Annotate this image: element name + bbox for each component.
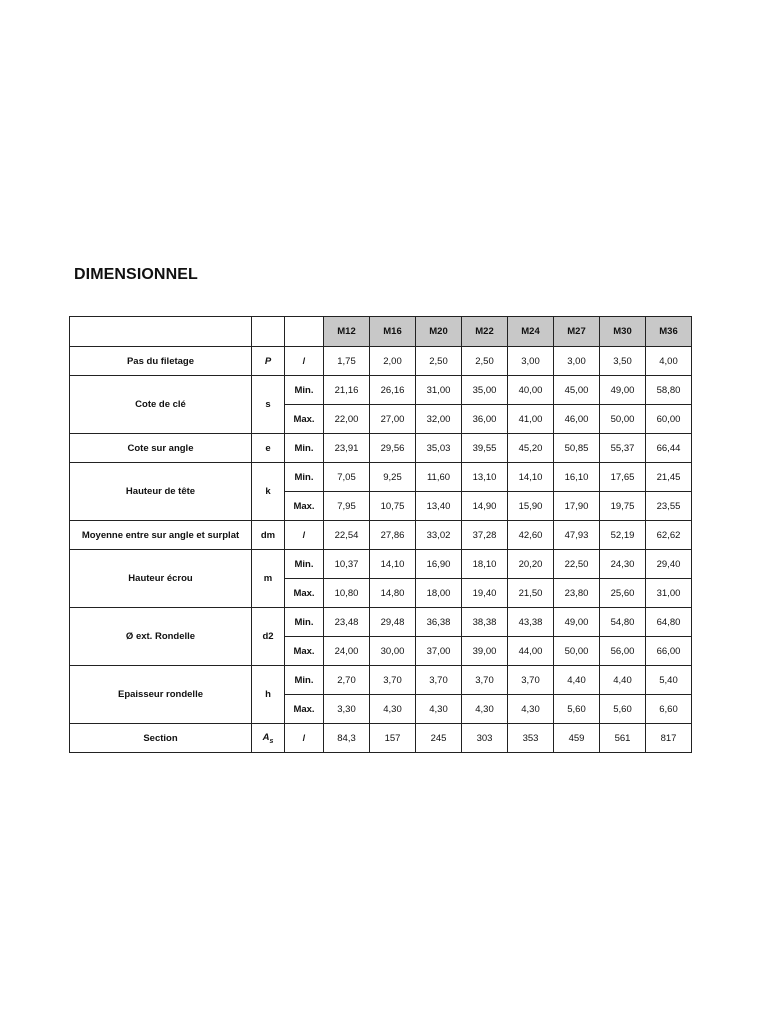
- column-header: M16: [370, 317, 416, 347]
- row-label: Pas du filetage: [70, 347, 252, 376]
- table-cell: 46,00: [554, 405, 600, 434]
- table-cell: 35,03: [416, 434, 462, 463]
- table-cell: 31,00: [646, 579, 692, 608]
- symbol-subscript: s: [269, 737, 274, 745]
- row-symbol: P: [252, 347, 285, 376]
- table-cell: 23,55: [646, 492, 692, 521]
- row-symbol: [252, 724, 285, 753]
- table-cell: 45,20: [508, 434, 554, 463]
- row-qualifier: Max.: [285, 637, 324, 666]
- table-cell: 10,37: [324, 550, 370, 579]
- table-cell: 19,75: [600, 492, 646, 521]
- table-cell: 54,80: [600, 608, 646, 637]
- table-row: [70, 347, 692, 376]
- table-row: [70, 724, 692, 753]
- table-cell: 26,16: [370, 376, 416, 405]
- row-symbol: e: [252, 434, 285, 463]
- column-header: M24: [508, 317, 554, 347]
- table-cell: 16,90: [416, 550, 462, 579]
- table-row: [70, 608, 692, 637]
- row-symbol: h: [252, 666, 285, 724]
- table-cell: 1,75: [324, 347, 370, 376]
- table-cell: 18,00: [416, 579, 462, 608]
- table-cell: 56,00: [600, 637, 646, 666]
- table-cell: 29,48: [370, 608, 416, 637]
- table-cell: 353: [508, 724, 554, 753]
- table-cell: 6,60: [646, 695, 692, 724]
- row-qualifier: Max.: [285, 579, 324, 608]
- symbol-main: A: [262, 731, 270, 743]
- table-cell: 23,91: [324, 434, 370, 463]
- table-cell: 14,80: [370, 579, 416, 608]
- table-cell: 2,00: [370, 347, 416, 376]
- table-cell: 3,70: [508, 666, 554, 695]
- table-row: [70, 376, 692, 405]
- table-cell: 37,00: [416, 637, 462, 666]
- table-cell: 11,60: [416, 463, 462, 492]
- table-row: [70, 463, 692, 492]
- table-cell: 459: [554, 724, 600, 753]
- table-cell: 303: [462, 724, 508, 753]
- table-cell: 62,62: [646, 521, 692, 550]
- table-cell: 3,70: [370, 666, 416, 695]
- table-cell: 14,90: [462, 492, 508, 521]
- column-header: M30: [600, 317, 646, 347]
- table-cell: 14,10: [508, 463, 554, 492]
- table-cell: 23,80: [554, 579, 600, 608]
- table-cell: 29,40: [646, 550, 692, 579]
- row-symbol: k: [252, 463, 285, 521]
- table-cell: 7,95: [324, 492, 370, 521]
- table-cell: 24,00: [324, 637, 370, 666]
- row-qualifier: Min.: [285, 608, 324, 637]
- table-cell: 45,00: [554, 376, 600, 405]
- table-cell: 17,90: [554, 492, 600, 521]
- table-cell: 4,00: [646, 347, 692, 376]
- table-cell: 4,30: [462, 695, 508, 724]
- table-cell: 17,65: [600, 463, 646, 492]
- table-cell: 55,37: [600, 434, 646, 463]
- table-cell: 20,20: [508, 550, 554, 579]
- table-cell: 50,00: [600, 405, 646, 434]
- row-label: Hauteur de tête: [70, 463, 252, 521]
- table-cell: 32,00: [416, 405, 462, 434]
- table-cell: 37,28: [462, 521, 508, 550]
- table-cell: 18,10: [462, 550, 508, 579]
- table-cell: 3,30: [324, 695, 370, 724]
- table-cell: 50,00: [554, 637, 600, 666]
- table-cell: 4,40: [554, 666, 600, 695]
- table-cell: 35,00: [462, 376, 508, 405]
- row-label: Moyenne entre sur angle et surplat: [70, 521, 252, 550]
- row-qualifier: Max.: [285, 695, 324, 724]
- table-cell: 2,50: [462, 347, 508, 376]
- table-cell: 3,50: [600, 347, 646, 376]
- table-cell: 3,00: [508, 347, 554, 376]
- table-cell: 66,44: [646, 434, 692, 463]
- row-label: Cote de clé: [70, 376, 252, 434]
- table-cell: 13,10: [462, 463, 508, 492]
- row-label: Section: [70, 724, 252, 753]
- table-cell: 31,00: [416, 376, 462, 405]
- table-cell: 10,80: [324, 579, 370, 608]
- table-cell: 60,00: [646, 405, 692, 434]
- table-cell: 3,00: [554, 347, 600, 376]
- row-qualifier: Min.: [285, 376, 324, 405]
- table-cell: 27,86: [370, 521, 416, 550]
- table-cell: 58,80: [646, 376, 692, 405]
- table-cell: 5,40: [646, 666, 692, 695]
- table-cell: 4,40: [600, 666, 646, 695]
- table-cell: 245: [416, 724, 462, 753]
- table-cell: 47,93: [554, 521, 600, 550]
- table-cell: 64,80: [646, 608, 692, 637]
- table-cell: 561: [600, 724, 646, 753]
- table-cell: 22,50: [554, 550, 600, 579]
- table-cell: 49,00: [554, 608, 600, 637]
- header-row: [70, 317, 692, 347]
- column-header: M27: [554, 317, 600, 347]
- row-symbol: d2: [252, 608, 285, 666]
- table-cell: 9,25: [370, 463, 416, 492]
- row-qualifier: Min.: [285, 550, 324, 579]
- row-qualifier: Min.: [285, 463, 324, 492]
- table-cell: 38,38: [462, 608, 508, 637]
- table-cell: 42,60: [508, 521, 554, 550]
- table-cell: 157: [370, 724, 416, 753]
- row-label: Cote sur angle: [70, 434, 252, 463]
- table-cell: 3,70: [416, 666, 462, 695]
- table-cell: 22,54: [324, 521, 370, 550]
- table-cell: 4,30: [508, 695, 554, 724]
- row-qualifier: Min.: [285, 666, 324, 695]
- dimension-table: [69, 316, 692, 753]
- table-cell: 13,40: [416, 492, 462, 521]
- row-qualifier: /: [285, 521, 324, 550]
- row-qualifier: Max.: [285, 405, 324, 434]
- table-row: [70, 434, 692, 463]
- table-cell: 36,38: [416, 608, 462, 637]
- table-cell: 66,00: [646, 637, 692, 666]
- table-cell: 14,10: [370, 550, 416, 579]
- header-blank-symbol: [252, 317, 285, 347]
- table-cell: 7,05: [324, 463, 370, 492]
- table-cell: 39,55: [462, 434, 508, 463]
- table-row: [70, 666, 692, 695]
- table-cell: 52,19: [600, 521, 646, 550]
- table-cell: 30,00: [370, 637, 416, 666]
- column-header: M36: [646, 317, 692, 347]
- row-symbol: dm: [252, 521, 285, 550]
- row-label: Ø ext. Rondelle: [70, 608, 252, 666]
- table-cell: 5,60: [600, 695, 646, 724]
- table-cell: 19,40: [462, 579, 508, 608]
- table-cell: 43,38: [508, 608, 554, 637]
- table-cell: 16,10: [554, 463, 600, 492]
- table-cell: 33,02: [416, 521, 462, 550]
- table-cell: 50,85: [554, 434, 600, 463]
- table-cell: 21,50: [508, 579, 554, 608]
- table-cell: 39,00: [462, 637, 508, 666]
- table-cell: 5,60: [554, 695, 600, 724]
- table-row: [70, 521, 692, 550]
- row-label: Hauteur écrou: [70, 550, 252, 608]
- table-cell: 21,16: [324, 376, 370, 405]
- row-qualifier: Min.: [285, 434, 324, 463]
- table-cell: 4,30: [416, 695, 462, 724]
- table-cell: 4,30: [370, 695, 416, 724]
- column-header: M22: [462, 317, 508, 347]
- page-title: DIMENSIONNEL: [74, 266, 198, 283]
- table-cell: 24,30: [600, 550, 646, 579]
- column-header: M12: [324, 317, 370, 347]
- table-cell: 27,00: [370, 405, 416, 434]
- table-cell: 41,00: [508, 405, 554, 434]
- table-cell: 2,50: [416, 347, 462, 376]
- table-cell: 36,00: [462, 405, 508, 434]
- table-cell: 23,48: [324, 608, 370, 637]
- row-qualifier: Max.: [285, 492, 324, 521]
- table-cell: 817: [646, 724, 692, 753]
- row-symbol: m: [252, 550, 285, 608]
- table-cell: 10,75: [370, 492, 416, 521]
- row-symbol: s: [252, 376, 285, 434]
- table-cell: 40,00: [508, 376, 554, 405]
- table-cell: 21,45: [646, 463, 692, 492]
- table-cell: 44,00: [508, 637, 554, 666]
- table-cell: 29,56: [370, 434, 416, 463]
- row-qualifier: /: [285, 724, 324, 753]
- row-label: Epaisseur rondelle: [70, 666, 252, 724]
- table-cell: 2,70: [324, 666, 370, 695]
- table-cell: 84,3: [324, 724, 370, 753]
- header-blank-label: [70, 317, 252, 347]
- table-cell: 49,00: [600, 376, 646, 405]
- table-cell: 25,60: [600, 579, 646, 608]
- table-cell: 15,90: [508, 492, 554, 521]
- table-row: [70, 550, 692, 579]
- column-header: M20: [416, 317, 462, 347]
- table-cell: 3,70: [462, 666, 508, 695]
- header-blank-sub: [285, 317, 324, 347]
- table-cell: 22,00: [324, 405, 370, 434]
- row-qualifier: /: [285, 347, 324, 376]
